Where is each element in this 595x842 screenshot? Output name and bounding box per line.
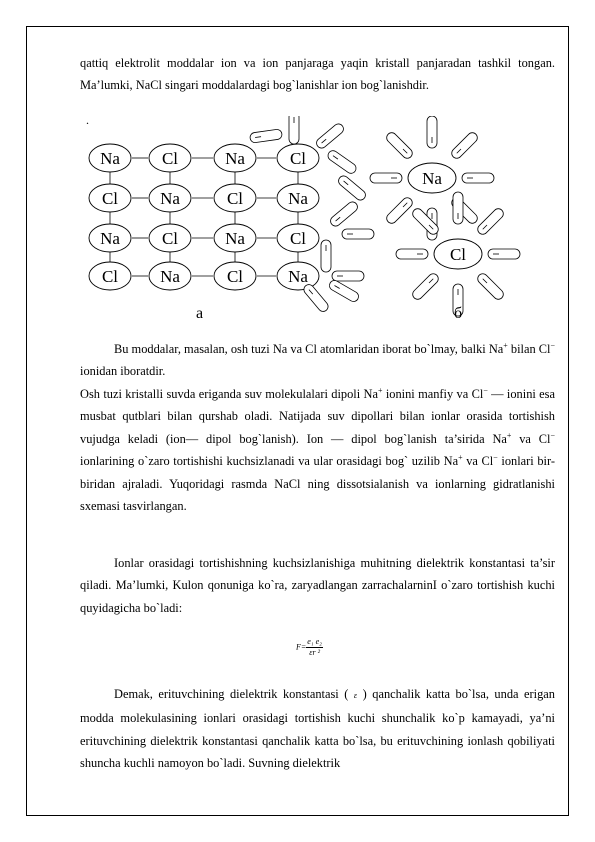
p3-s3: + <box>506 430 512 440</box>
formula-denominator: εr ² <box>309 648 320 657</box>
nacl-dissociation-figure <box>80 116 540 326</box>
water-dipole <box>385 131 415 161</box>
formula-fraction <box>306 638 323 657</box>
dipole-body <box>385 196 415 226</box>
hydrated-ion-label: Cl <box>449 245 467 264</box>
figure-label-a: a <box>196 305 204 322</box>
p3-s2: − <box>483 385 488 395</box>
formula-lhs: F= <box>296 642 307 652</box>
water-dipole <box>315 122 346 150</box>
p2-sup2: − <box>550 340 555 350</box>
water-dipole <box>370 173 402 183</box>
dipole-body <box>476 207 506 237</box>
formula-numerator: e₁ e₂ <box>307 637 322 646</box>
dipole-body <box>329 200 360 228</box>
ion-lattice <box>89 144 319 290</box>
p2-sup1: + <box>503 340 508 350</box>
water-dipole <box>328 279 361 304</box>
ion-label: Na <box>100 229 120 248</box>
figure-dot: . <box>86 116 89 127</box>
ion-label: Cl <box>101 267 119 286</box>
ion-label: Cl <box>226 267 244 286</box>
dipole-body <box>315 122 346 150</box>
ion-label: Cl <box>161 229 179 248</box>
water-dipole <box>396 249 428 259</box>
water-dipole <box>329 200 360 228</box>
water-dipole <box>337 174 368 202</box>
p2-mid: bilan Cl <box>507 342 551 356</box>
figure-label-b: б <box>454 305 463 322</box>
water-dipole <box>249 129 282 143</box>
water-dipole <box>385 196 415 226</box>
dipole-body <box>453 192 463 224</box>
water-dipole <box>289 116 299 144</box>
paragraph-conclusion <box>80 683 555 775</box>
p3-t7: ionlari bir-biridan ajraladi. Yuqoridagi rasmda NaCl ning dissotsialanish va ionlarning gidratlanishi sxemasi tasvirlangan. <box>80 454 555 514</box>
p3-t5: ionlarining o`zaro tortishishi kuchsizlanadi va ular orasidagi bog` uzilib Na <box>80 454 459 469</box>
dipole-body <box>427 116 437 148</box>
ion-label: Cl <box>101 189 119 208</box>
ion-label: Cl <box>161 149 179 168</box>
ion-label: Na <box>225 149 245 168</box>
p3-s5: + <box>458 453 463 463</box>
ion-label: Na <box>288 189 308 208</box>
p2-end: ionidan iboratdir. <box>80 364 166 379</box>
water-dipole <box>488 249 520 259</box>
p3-t2: ionini manfiy va Cl <box>382 387 484 401</box>
ion-label: Na <box>160 267 180 286</box>
dipole-body <box>370 173 402 183</box>
dipole-body <box>411 272 441 302</box>
dipole-body <box>396 249 428 259</box>
p3-t1: Osh tuzi kristalli suvda eriganda suv molekulalari dipoli Na <box>80 387 378 401</box>
water-dipole <box>342 229 374 239</box>
water-dipole <box>302 283 330 314</box>
paragraph-dielectric: Ionlar orasidagi tortishishning kuchsizlanishiga muhitning dielektrik konstantasi ta’sir qiladi. Ma’lumki, Kulon qonuniga ko`ra, zaryadlangan zarrachalarninI o`zaro tortishish kuchi quyidagicha bo`ladi: <box>80 556 555 615</box>
dipole-body <box>249 129 282 143</box>
coulomb-formula <box>296 638 323 657</box>
p3-s6: − <box>493 453 498 463</box>
p5-t1: Demak, erituvchining dielektrik konstantasi ( <box>114 687 354 701</box>
dipole-body <box>476 272 506 302</box>
water-dipole <box>326 149 358 176</box>
p3-s4: − <box>550 430 555 440</box>
water-dipole <box>321 240 331 272</box>
water-dipole <box>450 131 480 161</box>
paragraph-intro: qattiq elektrolit moddalar ion va ion panjaraga yaqin kristall panjaradan tashkil tongan. Ma’lumki, NaCl singari moddalardagi bog`lanishlar ion bog`lanishdir. <box>80 56 555 93</box>
water-dipole <box>476 207 506 237</box>
water-dipole <box>462 173 494 183</box>
water-dipole <box>411 272 441 302</box>
p5-epsilon: ε <box>353 691 358 700</box>
dipole-body <box>462 173 494 183</box>
p3-t6: va Cl <box>462 454 494 469</box>
ion-label: Na <box>288 267 308 286</box>
p3-t4: va Cl <box>511 431 551 446</box>
dipole-body <box>328 279 361 304</box>
dipole-body <box>332 271 364 281</box>
dipole-body <box>326 149 358 176</box>
figure-drawing <box>80 116 540 326</box>
ion-label: Cl <box>289 229 307 248</box>
dipole-body <box>450 131 480 161</box>
dipole-body <box>342 229 374 239</box>
p3-s1: + <box>377 385 383 395</box>
ion-label: Cl <box>289 149 307 168</box>
dipole-body <box>488 249 520 259</box>
paragraph-ions <box>80 338 555 383</box>
dipole-body <box>321 240 331 272</box>
ion-label: Na <box>160 189 180 208</box>
dipole-body <box>385 131 415 161</box>
p2-text: Bu moddalar, masalan, osh tuzi Na va Cl atomlaridan iborat bo`lmay, balki Na <box>114 342 504 356</box>
water-dipole <box>453 192 463 224</box>
ion-label: Cl <box>226 189 244 208</box>
water-dipole <box>332 271 364 281</box>
dipole-body <box>337 174 368 202</box>
dipole-body <box>302 283 330 314</box>
hydrated-ions <box>370 116 520 316</box>
water-dipole <box>427 116 437 148</box>
hydrated-ion-label: Na <box>422 169 442 188</box>
ion-label: Na <box>100 149 120 168</box>
paragraph-dissolution <box>80 383 555 517</box>
ion-label: Na <box>225 229 245 248</box>
p3-t3: — ionini esa musbat qutblari bilan qurshab oladi. Natijada suv dipollari bilan ionlar orasida tortishish vujudga keladi (ion— dipol bog`lanish). Ion — dipol bog`lanish ta’sirida Na <box>80 387 556 446</box>
p5-t2: ) qanchalik katta bo`lsa, unda erigan modda molekulasining ionlari orasidagi tortishish kuchi shunchalik ko`p kamayadi, ya’ni erituvchining dielektrik konstantasi qanchalik katta bo`lsa, bu erituvchining ionlash qobiliyati shuncha kuchli namoyon bo`ladi. Suvning dielektrik <box>80 687 555 771</box>
water-dipole <box>476 272 506 302</box>
